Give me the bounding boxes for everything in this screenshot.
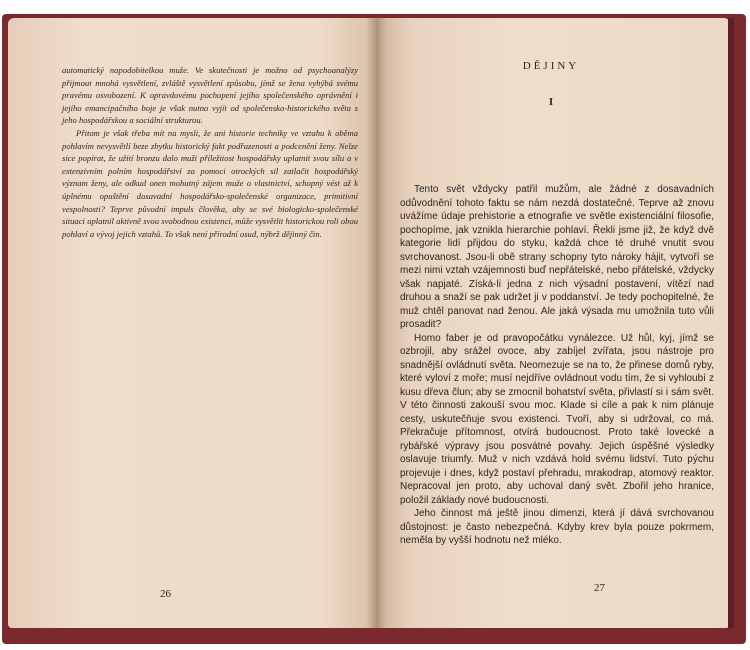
right-page-number: 27 <box>594 582 605 594</box>
chapter-title: DĚJINY <box>522 60 580 72</box>
left-page-number: 26 <box>160 588 171 600</box>
right-paragraph: Homo faber je od pravopočátku vynálezce. Už hůl, kyj, jímž se ozbrojil, aby srážel ovoce, aby zabíjel zvířata, jsou nástroje pro snadnější ovládnutí světa. Neomezuje se na to, že přinese domů ryby, které vyloví z moře; musí nejdříve ovládnout vodu tím, že si vyhloubí z kusu dřeva člun; aby se zmocnil bohatství světa, přivlastí si i sám svět. V této činnosti zakouší svou moc. Klade si cíle a pak k nim plánuje cesty, uskutečňuje svou existenci. Tvoří, aby si udržoval, co má. Překračuje přítomnost, otvírá budoucnost. Proto také lovecké a rybářské výpravy jsou posvátné povahy. Jejich úspěšné výsledky oslavuje triumfy. Muž v nich vzdává hold svému lidství. Tuto pýchu projevuje i dnes, když postaví přehradu, mrakodrap, atomový reaktor. Nepracoval jen proto, aby uchoval daný svět. Zbořil jeho hranice, položil základy nové budoucnosti. <box>400 332 714 506</box>
chapter-heading <box>388 60 714 108</box>
left-page-body <box>62 64 358 240</box>
right-paragraph: Jeho činnost má ještě jinou dimenzi, která jí dává svrchovanou důstojnost: je často nebezpečná. Kdyby krev byla pouze pokrmem, neměla by vyšší hodnotu než mléko. <box>400 508 714 546</box>
right-paragraph: Tento svět vždycky patřil mužům, ale žádné z dosavadních odůvodnění tohoto faktu se nám nezdá dostatečné. Teprve až znovu uvážíme údaje prehistorie a etnografie ve světle existenciální filosofie, pochopíme, jak vznikla hierarchie pohlaví. Řekli jsme již, že když dvě kategorie lidí přijdou do styku, každá chce té druhé vnutit svou svrchovanost. Jsou-li obě strany schopny tyto nároky hájit, vytvoří se mezi nimi vztah vzájemnosti buď nepřátelské, nebo přátelské, vždycky však napjaté. Získá-li jedna z nich výsadní postavení, vítězí nad druhou a snaží se pak udržet ji v poddanství. Je tedy pochopitelné, že muž chtěl panovat nad ženou. Ale jaká výsada mu umožnila tuto vůli prosadit? <box>400 184 714 330</box>
chapter-number: I <box>548 96 554 108</box>
page-edge <box>728 18 734 628</box>
left-paragraph: Přitom je však třeba mít na mysli, že ani historie techniky ve vztahu k oběma pohlavím nevysvětlí beze zbytku historický fakt podřazenosti a podcenění ženy. Nelze sice popírat, že užití bronzu dalo muži příležitost hospodářsky uplatnit svou sílu a v extenzivním polním hospodářství za pomoci otrockých sil zatlačit hospodářský význam ženy, ale odkud onen mohutný zájem muže o vlastnictví, schopný vést až k úplnému opuštění dosavadní hospodářsko-společenské organizace, primitivní vespolnosti? Teprve původní impuls člověka, aby se své biologicko-společenské situaci uplatnil aktivně svou svobodnou existencí, může vysvětlit historickou roli obou pohlaví a vývoj jejich vztahů. To však není přírodní osud, nýbrž dějinný čin. <box>62 127 358 239</box>
right-page-body <box>400 183 714 548</box>
left-paragraph: automatický napodobitelkou muže. Ve skutečnosti je možno od psychoanalýzy přijmout mnohá vysvětlení, zvláště vysvětlení způsobu, jímž se žena vyhýbá svému pravému osvobození. K opravdovému pochopení jejího společenského oprávnění i jejího emancipačního boje je však nutno vyjít od společensko-historického světa s jeho hospodářskou a sociální strukturou. <box>62 65 358 126</box>
book-spine <box>366 18 386 628</box>
